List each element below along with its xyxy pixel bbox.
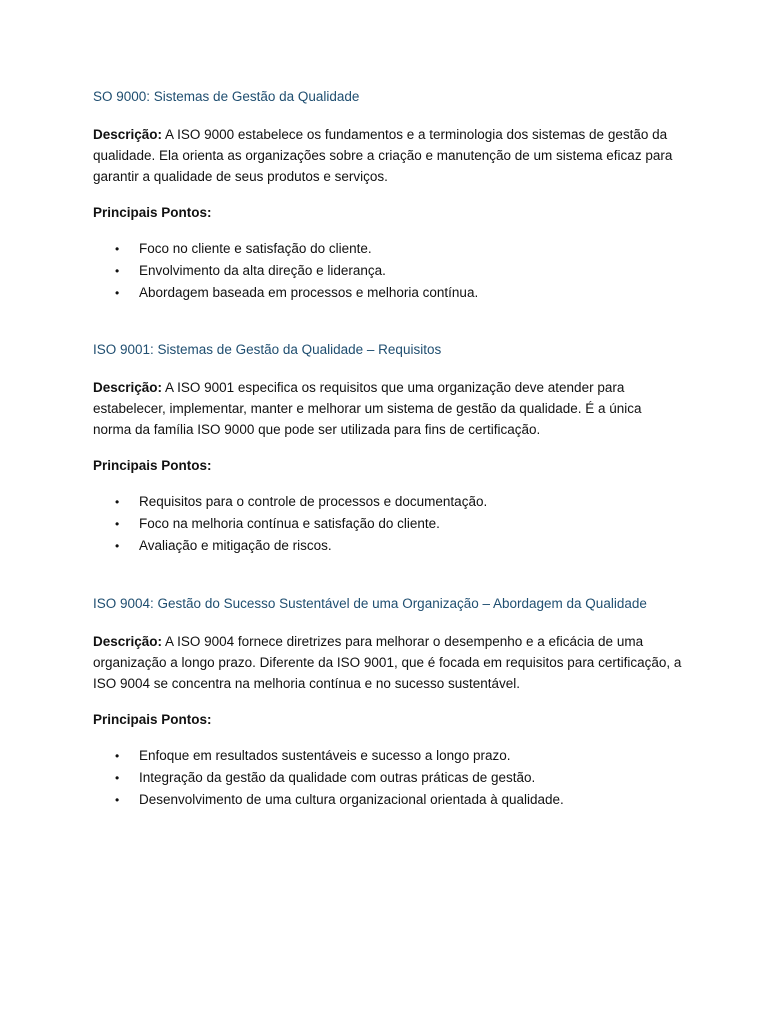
section-description bbox=[93, 124, 683, 187]
section-iso-9001 bbox=[93, 339, 683, 557]
list-item-text: Foco no cliente e satisfação do cliente. bbox=[139, 241, 372, 256]
document-page bbox=[93, 86, 683, 811]
list-item-text: Envolvimento da alta direção e liderança. bbox=[139, 263, 386, 278]
description-text: A ISO 9001 especifica os requisitos que uma organização deve atender para estabelecer, implementar, manter e melhorar um sistema de gestão da qualidade. É a única norma da família ISO 9000 que pode ser utilizada para fins de certificação. bbox=[93, 380, 642, 437]
bullet-icon: • bbox=[115, 495, 120, 509]
list-item-text: Enfoque em resultados sustentáveis e sucesso a longo prazo. bbox=[139, 748, 511, 763]
points-list bbox=[93, 745, 683, 811]
list-item bbox=[93, 282, 683, 304]
bullet-icon: • bbox=[115, 749, 120, 763]
description-label: Descrição: bbox=[93, 127, 163, 142]
list-item bbox=[93, 238, 683, 260]
points-list bbox=[93, 238, 683, 304]
list-item-text: Desenvolvimento de uma cultura organizacional orientada à qualidade. bbox=[139, 792, 564, 807]
list-item bbox=[93, 513, 683, 535]
section-description bbox=[93, 377, 683, 440]
list-item-text: Avaliação e mitigação de riscos. bbox=[139, 538, 332, 553]
bullet-icon: • bbox=[115, 771, 120, 785]
section-heading: ISO 9001: Sistemas de Gestão da Qualidade – Requisitos bbox=[93, 342, 442, 357]
description-label: Descrição: bbox=[93, 380, 163, 395]
list-item bbox=[93, 789, 683, 811]
points-list bbox=[93, 491, 683, 557]
section-heading: ISO 9004: Gestão do Sucesso Sustentável de uma Organização – Abordagem da Qualidade bbox=[93, 596, 647, 611]
bullet-icon: • bbox=[115, 242, 120, 256]
list-item-text: Foco na melhoria contínua e satisfação do cliente. bbox=[139, 516, 440, 531]
bullet-icon: • bbox=[115, 517, 120, 531]
list-item bbox=[93, 535, 683, 557]
description-text: A ISO 9000 estabelece os fundamentos e a terminologia dos sistemas de gestão da qualidade. Ela orienta as organizações sobre a criação e manutenção de um sistema eficaz para garantir a qualidade de seus produtos e serviços. bbox=[93, 127, 673, 184]
points-title: Principais Pontos: bbox=[93, 712, 212, 727]
list-item bbox=[93, 745, 683, 767]
description-text: A ISO 9004 fornece diretrizes para melhorar o desempenho e a eficácia de uma organização a longo prazo. Diferente da ISO 9001, que é focada em requisitos para certificação, a ISO 9004 se concentra na melhoria contínua e no sucesso sustentável. bbox=[93, 634, 682, 691]
section-iso-9004 bbox=[93, 593, 683, 811]
list-item bbox=[93, 260, 683, 282]
list-item-text: Integração da gestão da qualidade com outras práticas de gestão. bbox=[139, 770, 536, 785]
list-item-text: Requisitos para o controle de processos e documentação. bbox=[139, 494, 488, 509]
list-item bbox=[93, 767, 683, 789]
bullet-icon: • bbox=[115, 264, 120, 278]
points-title: Principais Pontos: bbox=[93, 458, 212, 473]
section-iso-9000 bbox=[93, 86, 683, 304]
bullet-icon: • bbox=[115, 793, 120, 807]
section-description bbox=[93, 631, 683, 694]
list-item bbox=[93, 491, 683, 513]
bullet-icon: • bbox=[115, 539, 120, 553]
description-label: Descrição: bbox=[93, 634, 163, 649]
bullet-icon: • bbox=[115, 286, 120, 300]
section-heading: SO 9000: Sistemas de Gestão da Qualidade bbox=[93, 89, 360, 104]
points-title: Principais Pontos: bbox=[93, 205, 212, 220]
list-item-text: Abordagem baseada em processos e melhoria contínua. bbox=[139, 285, 479, 300]
